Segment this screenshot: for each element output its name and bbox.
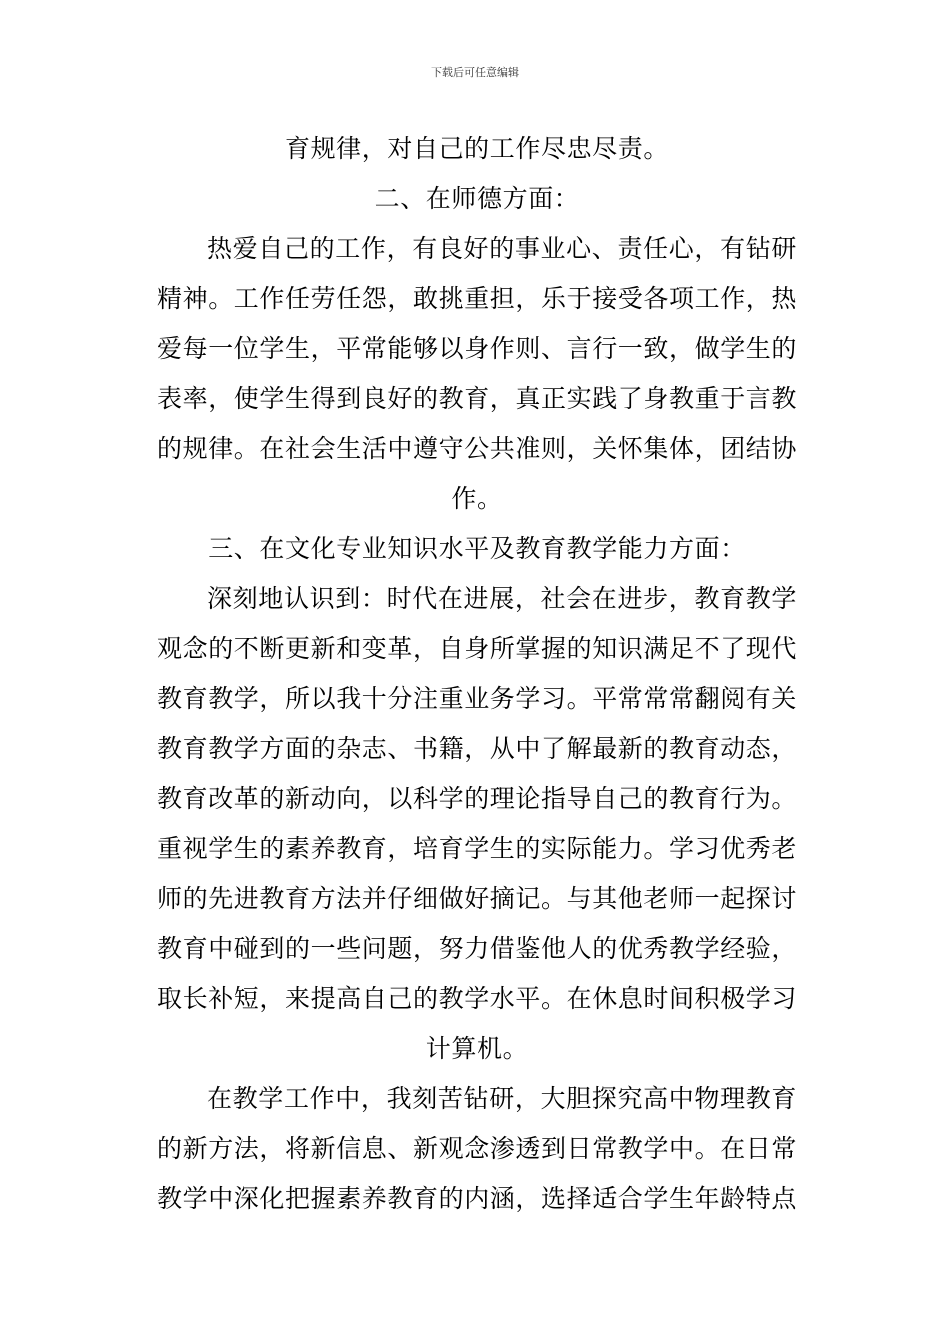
text-line: 取长补短，来提高自己的教学水平。在休息时间积极学习 [157,984,798,1013]
body-text [157,124,797,1224]
text-line: 作。 [451,484,503,513]
text-line: 表率，使学生得到良好的教育，真正实践了身教重于言教 [157,384,798,413]
text-line: 精神。工作任劳任怨，敢挑重担，乐于接受各项工作，热 [157,284,798,313]
text-line: 计算机。 [425,1034,529,1063]
text-line: 育规律，对自己的工作尽忠尽责。 [284,134,669,163]
text-line: 教育改革的新动向，以科学的理论指导自己的教育行为。 [157,784,798,813]
text-line: 深刻地认识到：时代在进展，社会在进步，教育教学 [207,584,797,613]
text-line: 的规律。在社会生活中遵守公共准则，关怀集体，团结协 [157,434,798,463]
text-line: 热爱自己的工作，有良好的事业心、责任心，有钻研 [207,234,797,263]
text-line: 观念的不断更新和变革，自身所掌握的知识满足不了现代 [157,634,798,663]
section-heading: 三、在文化专业知识水平及教育教学能力方面： [208,534,746,563]
text-line: 在教学工作中，我刻苦钻研，大胆探究高中物理教育 [207,1084,797,1113]
text-line: 教学中深化把握素养教育的内涵，选择适合学生年龄特点 [157,1184,798,1213]
text-line: 教育教学方面的杂志、书籍，从中了解最新的教育动态， [157,734,798,763]
page-header: 下载后可任意编辑 [431,66,519,79]
text-line: 教育中碰到的一些问题，努力借鉴他人的优秀教学经验， [157,934,798,963]
section-heading: 二、在师德方面： [374,184,580,213]
text-line: 重视学生的素养教育，培育学生的实际能力。学习优秀老 [157,834,798,863]
text-line: 的新方法，将新信息、新观念渗透到日常教学中。在日常 [157,1134,798,1163]
text-line: 师的先进教育方法并仔细做好摘记。与其他老师一起探讨 [157,884,798,913]
text-line: 教育教学，所以我十分注重业务学习。平常常常翻阅有关 [157,684,798,713]
text-line: 爱每一位学生，平常能够以身作则、言行一致，做学生的 [157,334,798,363]
